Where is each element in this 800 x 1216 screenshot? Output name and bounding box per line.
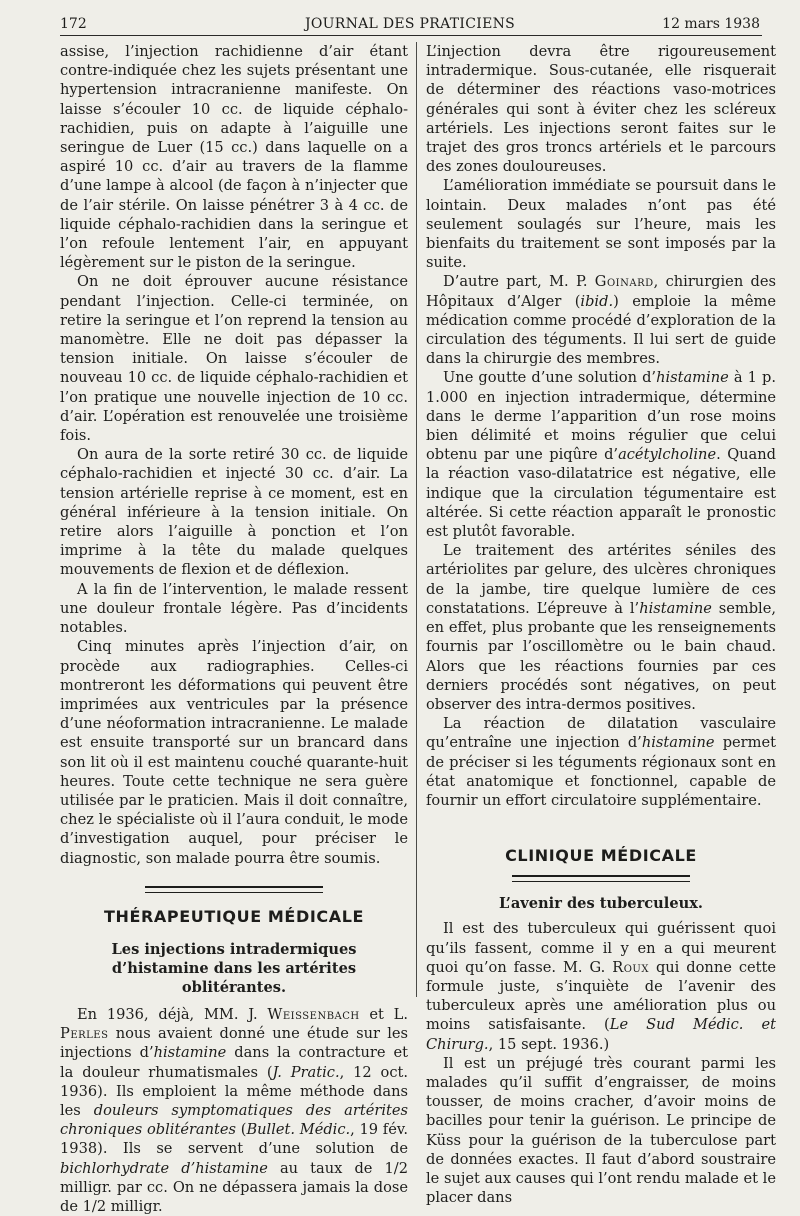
author-name: Perles xyxy=(60,1025,109,1043)
issue-date: 12 mars 1938 xyxy=(662,16,760,32)
citation: Le Sud Médic. et Chirurg. xyxy=(426,1016,776,1053)
header-rule xyxy=(60,35,762,36)
right-column xyxy=(426,42,776,1207)
left-column xyxy=(60,42,408,1216)
column-divider xyxy=(416,42,417,997)
paragraph: L’amélioration immédiate se poursuit dans le lointain. Deux malades n’ont pas été seulement soulagés sur l’heure, mais les bienfaits du traitement se sont imposés par la suite. xyxy=(426,177,776,272)
paragraph: Cinq minutes après l’injection d’air, on procède aux radiographies. Celles-ci montreront les déformations qui peuvent être imprimées aux ventricules par la présence d’une néoformation intracranienne. Le malade est ensuite transporté sur un brancard dans son lit où il est maintenu couché quarante-huit heures. Toute cette technique ne sera guère utilisée par le praticien. Mais il doit connaître, chez le spécialiste où il l’aura conduit, le mode d’investigation auquel, pour préciser le diagnostic, son malade pourra être soumis. xyxy=(60,638,408,867)
paragraph: L’injection devra être rigoureusement intradermique. Sous-cutanée, elle risquerait de déterminer des réactions vaso-motrices générales qui sont à éviter chez les scléreux artériels. Les injections seront faites sur le trajet des gros troncs artériels et le parcours des zones douloureuses. xyxy=(426,43,776,176)
paragraph: La réaction de dilatation vasculaire qu’entraîne une injection d’histamine permet de préciser si les téguments régionaux sont en état anatomique et fonctionnel, capable de fournir un effort circulatoire supplémentaire. xyxy=(426,715,776,809)
journal-title: JOURNAL DES PRATICIENS xyxy=(304,16,516,32)
section-rule xyxy=(512,875,690,882)
paragraph: Le traitement des artérites séniles des artériolites par gelure, des ulcères chroniques de la jambe, tire quelque lumière de ces constatations. L’épreuve à l’histamine semble, en effet, plus probante que les renseignements fournis par l’oscillomètre ou le bain chaud. Alors que les réactions fournies par ces derniers procédés sont négatives, on peut observer des intra-dermos positives. xyxy=(426,542,776,713)
section-heading-therapeutique: THÉRAPEUTIQUE MÉDICALE xyxy=(103,906,365,926)
paragraph: assise, l’injection rachidienne d’air étant contre-indiquée chez les sujets présentant une hypertension intracranienne manifeste. On laisse s’écouler 10 cc. de liquide céphalo-rachidien, puis on adapte à l’aiguille une seringue de Luer (15 cc.) dans laquelle on a aspiré 10 cc. d’air au travers de la flamme d’une lampe à alcool (de façon à n’injecter que de l’air stérile. On laisse pénétrer 3 à 4 cc. de liquide céphalo-rachidien dans la seringue et l’on refoule lentement l’air, en appuyant légèrement sur le piston de la seringue. xyxy=(60,43,408,272)
author-name: Goinard xyxy=(594,273,654,291)
page-header xyxy=(60,12,760,36)
paragraph: Une goutte d’une solution d’histamine à 1 p. 1.000 en injection intradermique, détermine dans le derme l’apparition d’un rose moins bien délimité et moins régulier que celui obtenu par une piqûre d’acétylcholine. Quand la réaction vaso-dilatatrice est négative, elle indique que la circulation tégumentaire est altérée. Si cette réaction apparaît le pronostic est plutôt favorable. xyxy=(426,369,776,541)
section-rule xyxy=(145,886,323,893)
paragraph: On ne doit éprouver aucune résistance pendant l’injection. Celle-ci terminée, on retire la seringue et l’on reprend la tension au manomètre. Elle ne doit pas dépasser la tension initiale. On laisse s’écouler de nouveau 10 cc. de liquide céphalo-rachidien et l’on pratique une nouvelle injection de 10 cc. d’air. L’opération est renouvelée une troisième fois. xyxy=(60,273,408,445)
author-name: Roux xyxy=(612,958,649,976)
paragraph: D’autre part, M. P. Goinard, chirurgien des Hôpitaux d’Alger (ibid.) emploie la même médication comme procédé d’exploration de la circulation des téguments. Il lui sert de guide dans la chirurgie des membres. xyxy=(426,273,776,368)
author-name: Weissenbach xyxy=(267,1005,360,1023)
article-title: L’avenir des tuberculeux. xyxy=(498,895,704,913)
paragraph: Il est un préjugé très courant parmi les malades qu’il suffit d’engraisser, de moins tousser, de moins cracher, d’avoir moins de bacilles pour tenir la guérison. Le principe de Küss pour la guérison de la tuberculose part de données exactes. Il faut d’abord soustraire le sujet aux causes qui l’ont rendu malade et le placer dans xyxy=(426,1054,776,1207)
paragraph: A la fin de l’intervention, le malade ressent une douleur frontale légère. Pas d’incidents notables. xyxy=(60,580,408,637)
citation: J. Pratic. xyxy=(272,1063,340,1081)
article-title-line: d’histamine dans les artérites oblitérantes. xyxy=(111,959,357,996)
paragraph: En 1936, déjà, MM. J. Weissenbach et L. Perles nous avaient donné une étude sur les injections d’histamine dans la contracture et la douleur rhumatismales (J. Pratic., 12 oct. 1936). Ils emploient la même méthode dans les douleurs symptomatiques des artérites chroniques oblitérantes (Bullet. Médic., 19 fév. 1938). Ils se servent d’une solution de bichlorhydrate d’histamine au taux de 1/2 milligr. par cc. On ne dépassera jamais la dose de 1/2 milligr. xyxy=(60,1005,409,1215)
section-heading-clinique: CLINIQUE MÉDICALE xyxy=(505,846,697,866)
article-title xyxy=(60,940,408,997)
paragraph: On aura de la sorte retiré 30 cc. de liquide céphalo-rachidien et injecté 30 cc. d’air. La tension artérielle reprise à ce moment, est en général inférieure à la tension initiale. On retire alors l’aiguille à ponction et l’on imprime à la tête du malade quelques mouvements de flexion et de déflexion. xyxy=(60,446,408,579)
page-number: 172 xyxy=(60,16,87,32)
paragraph: Il est des tuberculeux qui guérissent quoi qu’ils fassent, comme il y en a qui meurent quoi qu’on fasse. M. G. Roux qui donne cette formule juste, s’inquiète de l’avenir des tuberculeux après une amélioration plus ou moins satisfaisante. (Le Sud Médic. et Chirurg., 15 sept. 1936.) xyxy=(426,920,776,1053)
citation: Bullet. Médic. xyxy=(246,1121,351,1139)
article-title-line: Les injections intradermiques xyxy=(111,940,357,958)
